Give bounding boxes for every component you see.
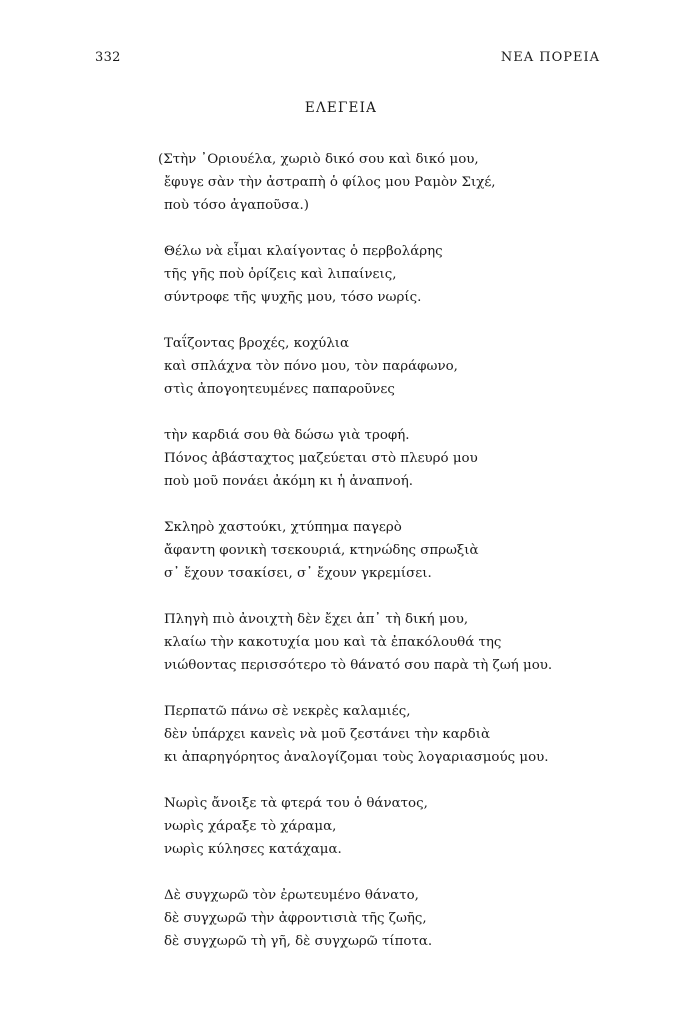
stanza — [164, 700, 564, 769]
poem-title: ΕΛΕΓΕΙΑ — [304, 100, 378, 116]
page-number: 332 — [95, 50, 121, 65]
poem-line: ποὺ τόσο ἀγαποῦσα.) — [164, 198, 309, 213]
poem-line: νιώθοντας περισσότερο τὸ θάνατό σου παρὰ τὴ ζωή μου. — [164, 658, 553, 673]
stanza — [164, 608, 564, 677]
poem-line: Ταΐζοντας βροχές, κοχύλια — [164, 336, 350, 351]
stanza — [164, 240, 564, 309]
poem-line: δὲν ὑπάρχει κανεὶς νὰ μοῦ ζεστάνει τὴν καρδιὰ — [164, 727, 490, 742]
poem-line: ἄφαντη φονικὴ τσεκουριά, κτηνώδης σπρωξιὰ — [164, 543, 479, 558]
poem-line: δὲ συγχωρῶ τὴ γῆ, δὲ συγχωρῶ τίποτα. — [164, 934, 433, 949]
poem-line: σ᾿ ἔχουν τσακίσει, σ᾿ ἔχουν γκρεμίσει. — [164, 566, 432, 581]
poem-line: (Στὴν ᾿Οριουέλα, χωριὸ δικό σου καὶ δικό μου, — [158, 152, 479, 167]
stanza — [164, 332, 564, 401]
poem-line: στὶς ἀπογοητευμένες παπαροῦνες — [164, 382, 395, 397]
poem-line: κλαίω τὴν κακοτυχία μου καὶ τὰ ἐπακόλουθά της — [164, 635, 502, 650]
stanza-dedication — [158, 148, 564, 217]
poem-line: τὴν καρδιά σου θὰ δώσω γιὰ τροφή. — [164, 428, 410, 443]
stanza — [164, 424, 564, 493]
poem-line: Θέλω νὰ εἶμαι κλαίγοντας ὁ περβολάρης — [164, 244, 443, 259]
poem-line: νωρὶς χάραξε τὸ χάραμα, — [164, 819, 337, 834]
poem-line: δὲ συγχωρῶ τὴν ἀφροντισιὰ τῆς ζωῆς, — [164, 911, 427, 926]
running-head: ΝΕΑ ΠΟΡΕΙΑ — [500, 50, 600, 65]
poem-line: κι ἀπαρηγόρητος ἀναλογίζομαι τοὺς λογαριασμούς μου. — [164, 750, 549, 765]
poem-line: σύντροφε τῆς ψυχῆς μου, τόσο νωρίς. — [164, 290, 422, 305]
poem-line: νωρὶς κύλησες κατάχαμα. — [164, 842, 342, 857]
poem-body — [158, 148, 564, 976]
poem-line: ποὺ μοῦ πονάει ἀκόμη κι ἡ ἀναπνοή. — [164, 474, 414, 489]
poem-line: Πόνος ἀβάσταχτος μαζεύεται στὸ πλευρό μου — [164, 451, 478, 466]
poem-line: καὶ σπλάχνα τὸν πόνο μου, τὸν παράφωνο, — [164, 359, 458, 374]
stanza — [164, 884, 564, 953]
poem-line: Πληγὴ πιὸ ἀνοιχτὴ δὲν ἔχει ἀπ᾿ τὴ δική μου, — [164, 612, 469, 627]
stanza — [164, 516, 564, 585]
poem-line: ἔφυγε σὰν τὴν ἀστραπὴ ὁ φίλος μου Ραμὸν Σιχέ, — [164, 175, 496, 190]
poem-line: Νωρὶς ἄνοιξε τὰ φτερά του ὁ θάνατος, — [164, 796, 428, 811]
poem-line: Δὲ συγχωρῶ τὸν ἐρωτευμένο θάνατο, — [164, 888, 419, 903]
poem-line: Σκληρὸ χαστούκι, χτύπημα παγερὸ — [164, 520, 402, 535]
stanza — [164, 792, 564, 861]
poem-line: τῆς γῆς ποὺ ὁρίζεις καὶ λιπαίνεις, — [164, 267, 397, 282]
poem-line: Περπατῶ πάνω σὲ νεκρὲς καλαμιές, — [164, 704, 411, 719]
